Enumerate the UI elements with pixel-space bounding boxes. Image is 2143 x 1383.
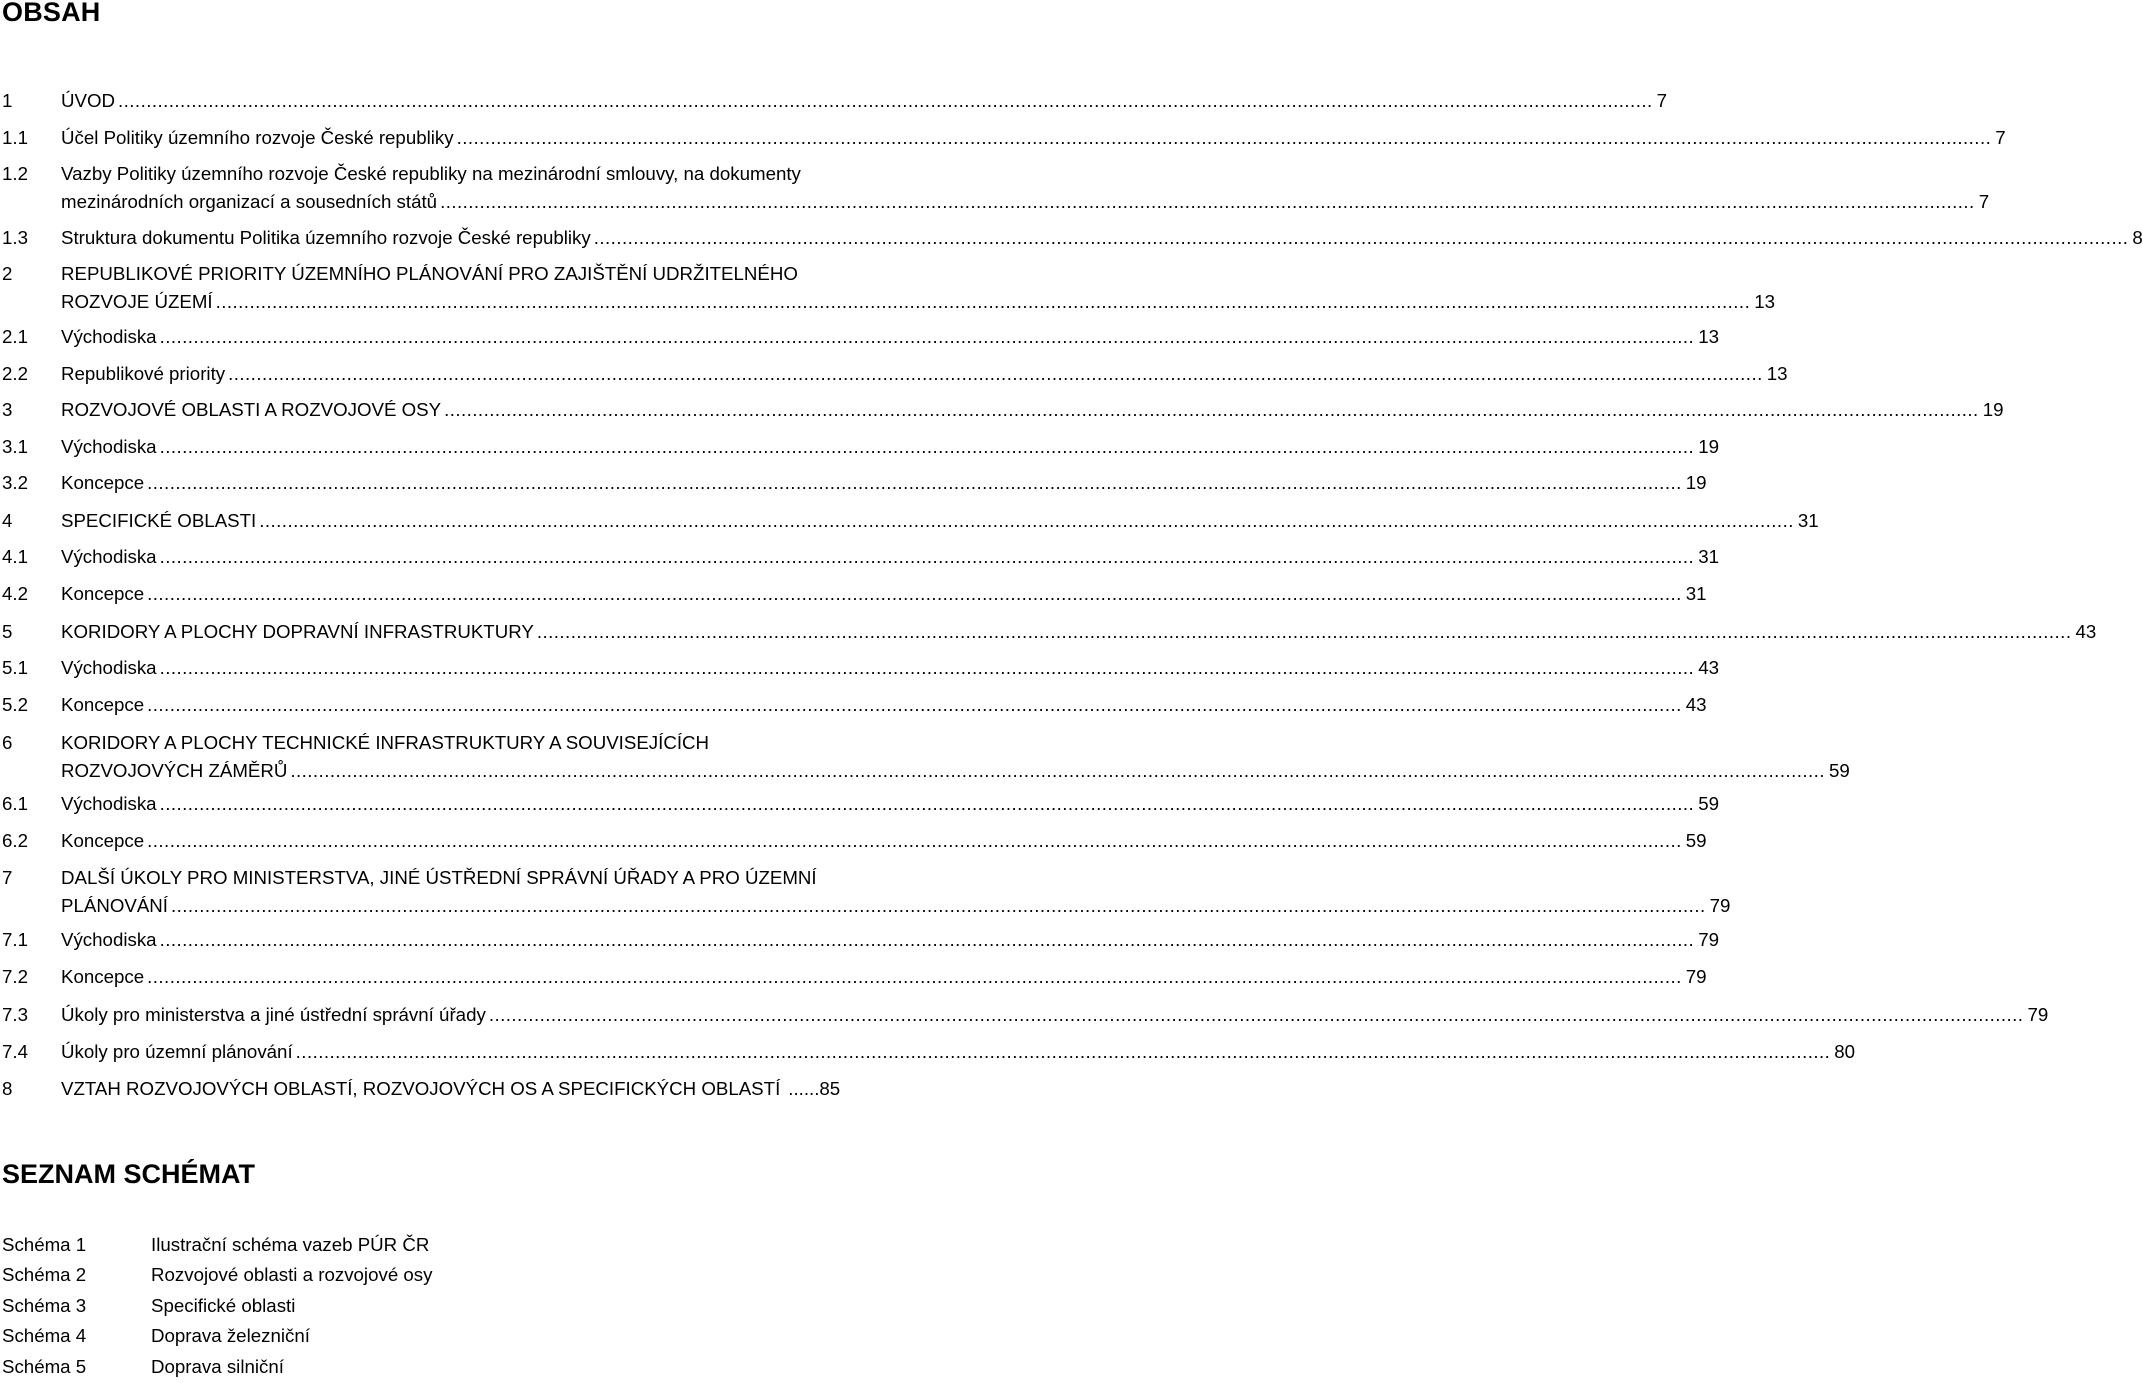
toc-entry-title: Republikové priority — [61, 363, 226, 384]
toc-entry-title: Úkoly pro ministerstva a jiné ústřední správní úřady — [61, 1004, 486, 1025]
toc-entry-page: 19 — [1685, 472, 1707, 493]
scheme-label: Schéma 2 — [2, 1264, 87, 1285]
toc-leader-dots — [147, 693, 1682, 717]
toc-entry-number: 3.1 — [2, 436, 28, 457]
toc-leader-dots — [118, 89, 1653, 113]
toc-entry-number: 4.2 — [2, 583, 28, 604]
toc-entry-number: 5 — [2, 621, 13, 642]
toc-leader-dots — [216, 290, 1751, 314]
scheme-item-1[interactable] — [0, 1233, 960, 1261]
toc-entry-number: 1 — [2, 90, 13, 111]
toc-leader-dots — [147, 965, 1682, 989]
scheme-item-4[interactable] — [0, 1324, 960, 1352]
toc-entry-number: 2 — [2, 263, 13, 284]
toc-entry-number: 1.1 — [2, 127, 28, 148]
toc-entry-title: VZTAH ROZVOJOVÝCH OBLASTÍ, ROZVOJOVÝCH OS A SPECIFICKÝCH OBLASTÍ — [61, 1078, 781, 1099]
scheme-title: Ilustrační schéma vazeb PÚR ČR — [151, 1234, 430, 1255]
toc-entry-title-line-2: mezinárodních organizací a sousedních států — [61, 191, 438, 212]
toc-entry-page: 31 — [1797, 510, 1819, 531]
toc-entry-page: 79 — [1685, 966, 1707, 987]
scheme-item-2[interactable] — [0, 1263, 960, 1291]
toc-entry-title: Východiska — [61, 657, 157, 678]
toc-entry-number: 5.2 — [2, 694, 28, 715]
toc-leader-dots — [489, 1003, 2024, 1027]
toc-leader-dots — [228, 362, 1763, 386]
toc-entry-title: Východiska — [61, 793, 157, 814]
toc-entry-title-line-1: DALŠÍ ÚKOLY PRO MINISTERSTVA, JINÉ ÚSTŘEDNÍ SPRÁVNÍ ÚŘADY A PRO ÚZEMNÍ — [61, 867, 817, 888]
scheme-title: Specifické oblasti — [151, 1295, 296, 1316]
toc-entry-title: ROZVOJOVÉ OBLASTI A ROZVOJOVÉ OSY — [61, 399, 442, 420]
toc-leader-dots — [147, 582, 1682, 606]
toc-entry-title: Koncepce — [61, 966, 145, 987]
toc-entry-page: 19 — [1982, 399, 2004, 420]
toc-entry-page: 43 — [1685, 694, 1707, 715]
toc-entry-number: 1.3 — [2, 227, 28, 248]
toc-leader-dots — [440, 190, 1975, 214]
toc-entry-page: 79 — [1698, 929, 1719, 950]
toc-entry-page: 59 — [1685, 830, 1707, 851]
toc-entry-number: 5.1 — [2, 657, 28, 678]
toc-entry-title: Východiska — [61, 326, 157, 347]
toc-entry-number: 2.1 — [2, 326, 28, 347]
toc-entry-page: 59 — [1698, 793, 1719, 814]
toc-entry-title: Koncepce — [61, 694, 145, 715]
toc-entry-title: Východiska — [61, 929, 157, 950]
toc-entry-number: 3.2 — [2, 472, 28, 493]
toc-leader-dots — [296, 1040, 1831, 1064]
toc-entry-title-line-1: KORIDORY A PLOCHY TECHNICKÉ INFRASTRUKTURY A SOUVISEJÍCÍCH — [61, 732, 709, 753]
toc-entry-page: 79 — [1709, 895, 1731, 916]
toc-entry-page: 43 — [2075, 621, 2097, 642]
toc-entry-number: 1.2 — [2, 163, 28, 184]
toc-leader-dots — [171, 894, 1706, 918]
scheme-label: Schéma 1 — [2, 1234, 87, 1255]
toc-leader-dots — [594, 226, 2129, 250]
toc-leader-dots — [290, 759, 1825, 783]
toc-entry-page: 80 — [1834, 1041, 1856, 1062]
toc-entry-title: Účel Politiky územního rozvoje České republiky — [61, 127, 454, 148]
toc-entry-page: 59 — [1828, 760, 1850, 781]
toc-entry-number: 8 — [2, 1078, 13, 1099]
toc-entry-title: Struktura dokumentu Politika územního rozvoje České republiky — [61, 227, 591, 248]
toc-entry-number: 7.2 — [2, 966, 28, 987]
toc-entry-page: 43 — [1698, 657, 1719, 678]
toc-entry-number: 7.4 — [2, 1041, 28, 1062]
toc-title: OBSAH — [2, 0, 101, 27]
toc-leader-dots — [160, 325, 1695, 349]
toc-entry-page: 7 — [1978, 191, 1990, 212]
toc-entry-title: Koncepce — [61, 830, 145, 851]
toc-entry-title-line-1: Vazby Politiky územního rozvoje České republiky na mezinárodní smlouvy, na dokumenty — [61, 163, 801, 184]
toc-entry-title: SPECIFICKÉ OBLASTI — [61, 510, 257, 531]
toc-entry-title: Východiska — [61, 436, 157, 457]
toc-entry-title: Koncepce — [61, 472, 145, 493]
toc-entry-number: 6.1 — [2, 793, 28, 814]
toc-entry-page: 13 — [1754, 291, 1776, 312]
toc-entry-title: Úkoly pro územní plánování — [61, 1041, 293, 1062]
scheme-item-3[interactable] — [0, 1294, 960, 1322]
toc-leader-dots — [537, 620, 2072, 644]
scheme-title: Doprava železniční — [151, 1325, 310, 1346]
toc-entry-number: 3 — [2, 399, 13, 420]
toc-entry-title: KORIDORY A PLOCHY DOPRAVNÍ INFRASTRUKTURY — [61, 621, 534, 642]
toc-entry-number: 2.2 — [2, 363, 28, 384]
toc-entry-title: Východiska — [61, 546, 157, 567]
toc-entry-page: 31 — [1685, 583, 1707, 604]
toc-entry-number: 7 — [2, 867, 13, 888]
toc-entry-number: 4.1 — [2, 546, 28, 567]
scheme-label: Schéma 3 — [2, 1295, 87, 1316]
toc-entry-number: 6.2 — [2, 830, 28, 851]
toc-leader-dots — [160, 545, 1695, 569]
toc-entry-title: ÚVOD — [61, 90, 115, 111]
toc-entry-number: 7.3 — [2, 1004, 28, 1025]
scheme-label: Schéma 5 — [2, 1356, 87, 1377]
toc-leader-dots — [160, 792, 1695, 816]
toc-entry-page: ......85 — [788, 1078, 841, 1099]
toc-entry-title-line-2: PLÁNOVÁNÍ — [61, 895, 168, 916]
toc-entry-page: 79 — [2027, 1004, 2049, 1025]
toc-leader-dots — [147, 829, 1682, 853]
toc-entry-page: 19 — [1698, 436, 1719, 457]
toc-entry-page: 13 — [1698, 326, 1719, 347]
toc-entry-page: 7 — [1656, 90, 1668, 111]
toc-entry-page: 31 — [1698, 546, 1719, 567]
toc-leader-dots — [259, 509, 1794, 533]
toc-entry-page: 7 — [1995, 127, 2006, 148]
scheme-label: Schéma 4 — [2, 1325, 87, 1346]
schemes-title: SEZNAM SCHÉMAT — [2, 1159, 255, 1189]
toc-leader-dots — [160, 656, 1695, 680]
toc-leader-dots — [160, 928, 1695, 952]
toc-entry-title-line-2: ROZVOJE ÚZEMÍ — [61, 291, 213, 312]
toc-entry-page: 8 — [2132, 227, 2143, 248]
toc-entry-title: Koncepce — [61, 583, 145, 604]
toc-leader-dots — [160, 435, 1695, 459]
toc-entry-number: 4 — [2, 510, 13, 531]
toc-entry-title-line-2: ROZVOJOVÝCH ZÁMĚRŮ — [61, 760, 288, 781]
toc-entry-number: 7.1 — [2, 929, 28, 950]
toc-entry-number: 6 — [2, 732, 13, 753]
toc-entry-title-line-1: REPUBLIKOVÉ PRIORITY ÚZEMNÍHO PLÁNOVÁNÍ PRO ZAJIŠTĚNÍ UDRŽITELNÉHO — [61, 263, 798, 284]
toc-entry-page: 13 — [1766, 363, 1788, 384]
toc-leader-dots — [457, 126, 1992, 150]
scheme-item-5[interactable] — [0, 1355, 960, 1383]
toc-leader-dots — [444, 398, 1979, 422]
toc-leader-dots — [147, 471, 1682, 495]
scheme-title: Rozvojové oblasti a rozvojové osy — [151, 1264, 433, 1285]
scheme-title: Doprava silniční — [151, 1356, 284, 1377]
